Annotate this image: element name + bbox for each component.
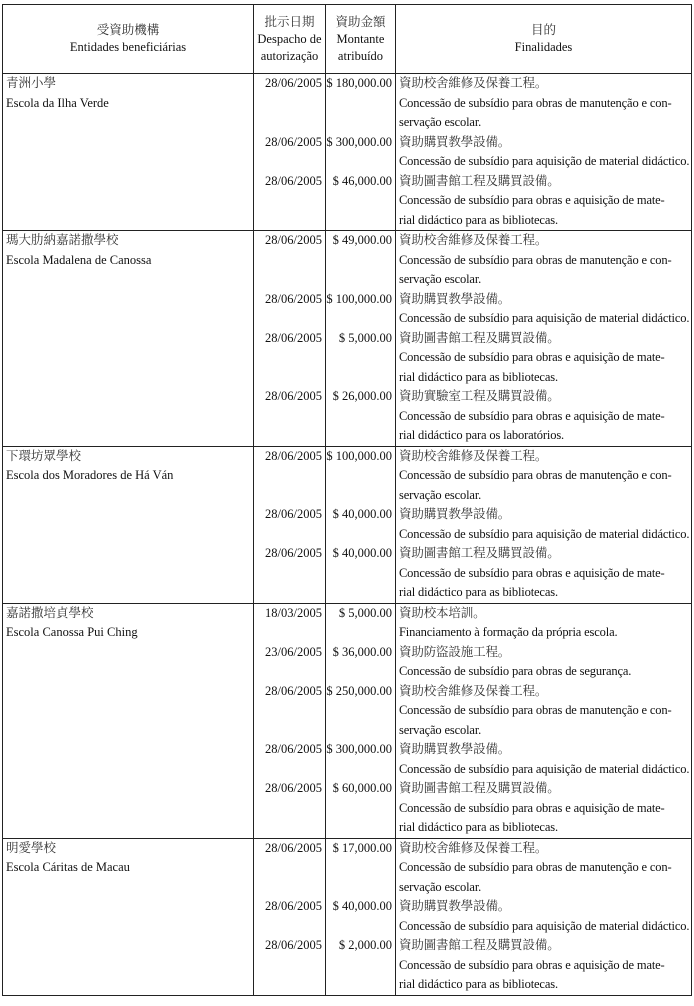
spacer xyxy=(326,94,395,114)
spacer xyxy=(254,818,325,838)
grant-purpose-line: Concessão de subsídio para aquisição de material didáctico. xyxy=(399,918,690,933)
header-amount-pt1: Montante xyxy=(336,31,385,46)
table-header xyxy=(3,5,691,74)
grant-amount: $ 100,000.00 xyxy=(326,448,392,463)
spacer xyxy=(326,818,395,838)
grant-purpose-line: 資助購買教學設備。 xyxy=(399,899,511,913)
grant-purpose-line: 資助圖書館工程及購買設備。 xyxy=(399,330,560,345)
amount-cell xyxy=(326,74,396,230)
spacer xyxy=(326,583,395,603)
spacer xyxy=(254,348,325,368)
grant-purpose-line: rial didáctico para as bibliotecas. xyxy=(399,369,558,384)
spacer xyxy=(254,152,325,172)
spacer xyxy=(326,368,395,388)
spacer xyxy=(254,525,325,545)
spacer xyxy=(326,760,395,780)
entity-name-pt: Escola dos Moradores de Há Ván xyxy=(6,468,174,482)
grant-amount: $ 300,000.00 xyxy=(326,134,392,149)
spacer xyxy=(326,858,395,878)
grant-amount: $ 36,000.00 xyxy=(332,644,392,659)
spacer xyxy=(254,956,325,976)
grant-purpose-line: Concessão de subsídio para obras e aquisição de mate- xyxy=(399,350,665,364)
grant-purpose-line: Financiamento à formação da própria escola. xyxy=(399,625,618,639)
grant-purpose-line: rial didáctico para as bibliotecas. xyxy=(399,977,558,991)
grant-amount: $ 49,000.00 xyxy=(332,233,392,247)
grant-purpose-line: 資助圖書館工程及購買設備。 xyxy=(399,546,560,560)
header-purpose-zh: 目的 xyxy=(530,23,556,37)
amount-cell xyxy=(326,231,396,446)
spacer xyxy=(254,975,325,995)
entity-cell xyxy=(3,74,254,230)
spacer xyxy=(254,426,325,446)
grant-date: 28/06/2005 xyxy=(265,742,322,756)
spacer xyxy=(326,701,395,721)
spacer xyxy=(326,525,395,545)
grant-date: 28/06/2005 xyxy=(265,938,322,952)
spacer xyxy=(326,721,395,741)
grant-purpose-line: rial didáctico para os laboratórios. xyxy=(399,428,565,442)
grant-amount: $ 2,000.00 xyxy=(338,938,392,952)
date-cell xyxy=(254,74,326,230)
grant-amount: $ 250,000.00 xyxy=(326,683,392,698)
grant-amount: $ 60,000.00 xyxy=(332,781,392,795)
grant-purpose-line: rial didáctico para as bibliotecas. xyxy=(399,820,558,834)
grant-purpose-line: 資助實驗室工程及購買設備。 xyxy=(399,389,560,403)
purpose-cell xyxy=(396,231,691,446)
spacer xyxy=(254,662,325,682)
table-row xyxy=(3,231,691,447)
grant-date: 23/06/2005 xyxy=(265,644,322,659)
entity-name-pt: Escola Canossa Pui Ching xyxy=(6,625,138,639)
grant-purpose-line: Concessão de subsídio para obras de manutenção e con- xyxy=(399,252,672,267)
date-cell xyxy=(254,447,326,603)
spacer xyxy=(254,270,325,290)
grant-purpose-line: Concessão de subsídio para aquisição de material didáctico. xyxy=(399,311,690,325)
spacer xyxy=(326,113,395,133)
grant-purpose-line: Concessão de subsídio para aquisição de material didáctico. xyxy=(399,154,690,168)
grant-purpose-line: servação escolar. xyxy=(399,272,482,286)
grant-amount: $ 40,000.00 xyxy=(332,899,392,913)
purpose-cell xyxy=(396,604,691,838)
grant-amount: $ 180,000.00 xyxy=(326,76,392,90)
grants-table xyxy=(2,4,692,996)
grant-purpose-line: Concessão de subsídio para obras de manutenção e con- xyxy=(399,468,672,482)
grant-amount: $ 46,000.00 xyxy=(332,173,392,188)
grant-date: 28/06/2005 xyxy=(265,389,322,403)
grant-date: 28/06/2005 xyxy=(265,76,322,90)
spacer xyxy=(254,113,325,133)
grant-amount: $ 100,000.00 xyxy=(326,291,392,306)
grant-purpose-line: Concessão de subsídio para obras e aquisição de mate- xyxy=(399,565,665,580)
grant-purpose-line: servação escolar. xyxy=(399,722,482,737)
grant-purpose-line: 資助防盜設施工程。 xyxy=(399,644,511,659)
amount-cell xyxy=(326,839,396,995)
spacer xyxy=(326,426,395,446)
entity-cell xyxy=(3,447,254,603)
table-row xyxy=(3,74,691,231)
entity-name-zh: 明愛學校 xyxy=(6,840,57,855)
grant-purpose-line: 資助購買教學設備。 xyxy=(399,742,511,756)
grant-date: 28/06/2005 xyxy=(265,134,322,149)
purpose-cell xyxy=(396,74,691,230)
grant-date: 28/06/2005 xyxy=(265,546,322,560)
header-date-pt2: autorização xyxy=(260,48,319,63)
spacer xyxy=(254,878,325,898)
spacer xyxy=(326,623,395,643)
grant-date: 28/06/2005 xyxy=(265,291,322,306)
header-date-zh: 批示日期 xyxy=(264,14,315,29)
grant-purpose-line: servação escolar. xyxy=(399,879,482,894)
spacer xyxy=(254,799,325,819)
grant-amount: $ 40,000.00 xyxy=(332,507,392,521)
spacer xyxy=(326,407,395,427)
grant-amount: $ 40,000.00 xyxy=(332,546,392,560)
date-cell xyxy=(254,231,326,446)
grant-amount: $ 17,000.00 xyxy=(332,840,392,855)
grant-date: 18/03/2005 xyxy=(265,605,322,620)
spacer xyxy=(326,662,395,682)
grant-purpose-line: Concessão de subsídio para obras de segurança. xyxy=(399,664,632,678)
entity-cell xyxy=(3,231,254,446)
date-cell xyxy=(254,839,326,995)
grant-purpose-line: 資助購買教學設備。 xyxy=(399,291,511,306)
spacer xyxy=(326,191,395,211)
grant-date: 28/06/2005 xyxy=(265,781,322,795)
grant-purpose-line: Concessão de subsídio para obras de manutenção e con- xyxy=(399,703,672,717)
grant-date: 28/06/2005 xyxy=(265,173,322,188)
spacer xyxy=(326,956,395,976)
grant-date: 28/06/2005 xyxy=(265,330,322,345)
spacer xyxy=(254,564,325,584)
spacer xyxy=(326,348,395,368)
grant-purpose-line: 資助校舍維修及保養工程。 xyxy=(399,76,548,90)
header-purpose xyxy=(396,5,691,73)
spacer xyxy=(254,486,325,506)
grant-purpose-line: Concessão de subsídio para aquisição de material didáctico. xyxy=(399,526,690,541)
spacer xyxy=(254,309,325,329)
header-date-pt1: Despacho de xyxy=(257,31,322,46)
header-amount-zh: 資助金額 xyxy=(335,14,386,29)
entity-name-zh: 下環坊眾學校 xyxy=(6,448,82,463)
grant-date: 28/06/2005 xyxy=(265,683,322,698)
grant-purpose-line: Concessão de subsídio para aquisição de material didáctico. xyxy=(399,761,690,776)
spacer xyxy=(326,878,395,898)
spacer xyxy=(254,760,325,780)
grant-purpose-line: Concessão de subsídio para obras e aquisição de mate- xyxy=(399,408,665,423)
spacer xyxy=(326,152,395,172)
grant-purpose-line: 資助圖書館工程及購買設備。 xyxy=(399,781,560,795)
spacer xyxy=(326,211,395,231)
entity-cell xyxy=(3,604,254,838)
grant-purpose-line: 資助圖書館工程及購買設備。 xyxy=(399,173,560,188)
grant-date: 28/06/2005 xyxy=(265,899,322,913)
header-purpose-pt: Finalidades xyxy=(514,40,573,54)
spacer xyxy=(326,486,395,506)
spacer xyxy=(326,975,395,995)
grant-purpose-line: 資助校舍維修及保養工程。 xyxy=(399,683,548,698)
spacer xyxy=(254,917,325,937)
purpose-cell xyxy=(396,839,691,995)
header-entities-zh: 受資助機構 xyxy=(96,23,160,37)
grant-purpose-line: Concessão de subsídio para obras de manutenção e con- xyxy=(399,95,672,110)
grant-purpose-line: rial didáctico para as bibliotecas. xyxy=(399,585,558,599)
header-entities-pt: Entidades beneficiárias xyxy=(69,40,187,54)
spacer xyxy=(254,191,325,211)
grant-amount: $ 5,000.00 xyxy=(338,605,392,620)
spacer xyxy=(326,466,395,486)
header-amount xyxy=(326,5,396,73)
table-row xyxy=(3,604,691,839)
spacer xyxy=(326,309,395,329)
header-amount-pt2: atribuído xyxy=(337,48,384,63)
entity-name-pt: Escola Madalena de Canossa xyxy=(6,252,152,267)
grant-purpose-line: 資助購買教學設備。 xyxy=(399,134,511,149)
spacer xyxy=(326,251,395,271)
spacer xyxy=(326,799,395,819)
spacer xyxy=(254,721,325,741)
entity-name-pt: Escola Cáritas de Macau xyxy=(6,860,130,874)
grant-purpose-line: 資助校本培訓。 xyxy=(399,605,486,620)
grant-purpose-line: 資助圖書館工程及購買設備。 xyxy=(399,938,560,952)
entity-cell xyxy=(3,839,254,995)
header-entities xyxy=(3,5,254,73)
entity-name-pt: Escola da Ilha Verde xyxy=(6,95,109,110)
header-date xyxy=(254,5,326,73)
grant-purpose-line: Concessão de subsídio para obras e aquisição de mate- xyxy=(399,193,665,207)
spacer xyxy=(326,917,395,937)
grant-purpose-line: 資助校舍維修及保養工程。 xyxy=(399,233,548,247)
purpose-cell xyxy=(396,447,691,603)
spacer xyxy=(254,623,325,643)
grant-purpose-line: servação escolar. xyxy=(399,115,482,129)
grant-purpose-line: rial didáctico para as bibliotecas. xyxy=(399,212,558,227)
grant-amount: $ 26,000.00 xyxy=(332,389,392,403)
spacer xyxy=(326,270,395,290)
grant-purpose-line: 資助購買教學設備。 xyxy=(399,507,511,521)
grant-date: 28/06/2005 xyxy=(265,840,322,855)
grant-purpose-line: servação escolar. xyxy=(399,487,482,502)
grant-date: 28/06/2005 xyxy=(265,507,322,521)
spacer xyxy=(254,368,325,388)
table-row xyxy=(3,447,691,604)
grant-purpose-line: Concessão de subsídio para obras e aquisição de mate- xyxy=(399,957,665,972)
amount-cell xyxy=(326,604,396,838)
amount-cell xyxy=(326,447,396,603)
grant-date: 28/06/2005 xyxy=(265,448,322,463)
spacer xyxy=(254,583,325,603)
grant-date: 28/06/2005 xyxy=(265,233,322,247)
entity-name-zh: 嘉諾撒培貞學校 xyxy=(6,605,94,620)
grant-amount: $ 300,000.00 xyxy=(326,742,392,756)
grant-amount: $ 5,000.00 xyxy=(338,330,392,345)
entity-name-zh: 瑪大肋納嘉諾撒學校 xyxy=(6,233,119,247)
grant-purpose-line: 資助校舍維修及保養工程。 xyxy=(399,448,548,463)
spacer xyxy=(254,858,325,878)
spacer xyxy=(326,564,395,584)
spacer xyxy=(254,466,325,486)
entity-name-zh: 青洲小學 xyxy=(6,76,57,90)
grant-purpose-line: Concessão de subsídio para obras de manutenção e con- xyxy=(399,860,672,874)
spacer xyxy=(254,94,325,114)
spacer xyxy=(254,701,325,721)
date-cell xyxy=(254,604,326,838)
spacer xyxy=(254,251,325,271)
spacer xyxy=(254,211,325,231)
grant-purpose-line: Concessão de subsídio para obras e aquisição de mate- xyxy=(399,800,665,815)
grant-purpose-line: 資助校舍維修及保養工程。 xyxy=(399,840,548,855)
spacer xyxy=(254,407,325,427)
table-row xyxy=(3,839,691,996)
